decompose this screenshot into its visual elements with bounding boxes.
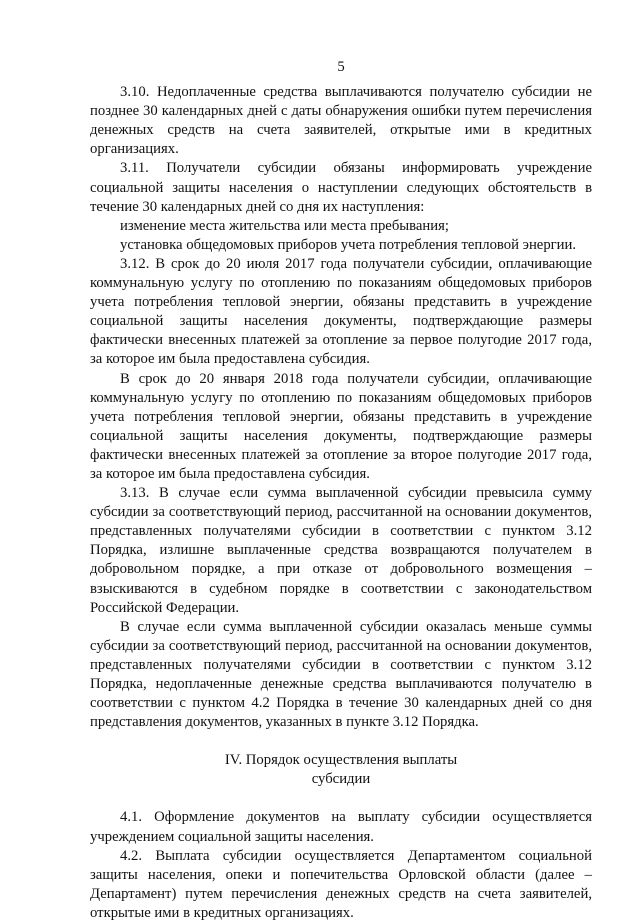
list-item-residence-change: изменение места жительства или места пребывания; — [120, 217, 449, 234]
paragraph-3-11: 3.11. Получатели субсидии обязаны информировать учреждение социальной защиты населения о наступлении следующих обстоятельств в течение 30 календарных дней со дня их наступления: — [90, 160, 592, 215]
paragraph-3-13: 3.13. В случае если сумма выплаченной субсидии превысила сумму субсидии за соответствующий период, рассчитанной на основании документов, представленных получателями субсидии в соответствии с пунктом 3.12 Порядка, излишне выплаченные средства возвращаются получателем в добровольном порядке, а при отказе от добровольного возмещения – взыскиваются в судебном порядке в соответствии с законодательством Российской Федерации. — [90, 485, 592, 616]
paragraph-3-10: 3.10. Недоплаченные средства выплачиваются получателю субсидии не позднее 30 календарных дней с даты обнаружения ошибки путем перечисления денежных средств на счета заявителей, открытые ими в кредитных организациях. — [90, 84, 592, 158]
paragraph-3-13-second: В случае если сумма выплаченной субсидии оказалась меньше суммы субсидии за соответствующий период, рассчитанной на основании документов, представленных получателями субсидии в соответствии с пунктом 3.12 Порядка, недоплаченные денежные средства выплачиваются получателю в соответствии с пунктом 4.2 Порядка в течение 30 календарных дней со дня представления документов, указанных в пункте 3.12 Порядка. — [90, 618, 592, 731]
page-number: 5 — [337, 59, 345, 75]
section-heading — [90, 751, 592, 789]
list-item-meter-installation: установка общедомовых приборов учета потребления тепловой энергии. — [120, 236, 577, 253]
paragraph-3-12-second: В срок до 20 января 2018 года получатели субсидии, оплачивающие коммунальную услугу по отоплению по показаниям общедомовых приборов учета потребления тепловой энергии, обязаны представить в учреждение социальной защиты населения документы, подтверждающие размеры фактически внесенных платежей за отопление за второе полугодие 2017 года, за которое им была предоставлена субсидия. — [90, 370, 592, 482]
paragraph-3-12: 3.12. В срок до 20 июля 2017 года получатели субсидии, оплачивающие коммунальную услугу по отоплению по показаниям общедомовых приборов учета потребления тепловой энергии, обязаны представить в учреждение социальной защиты населения документы, подтверждающие размеры фактически внесенных платежей за отопление за первое полугодие 2017 года, за которое им была предоставлена субсидия. — [90, 255, 592, 368]
paragraph-4-1: 4.1. Оформление документов на выплату субсидии осуществляется учреждением социальной защиты населения. — [90, 809, 592, 845]
section-heading-line1: IV. Порядок осуществления выплаты — [224, 752, 458, 769]
paragraph-4-2: 4.2. Выплата субсидии осуществляется Департаментом социальной защиты населения, опеки и попечительства Орловской области (далее – Департамент) путем перечисления денежных средств на счета заявителей, открытые ими в кредитных организациях. — [90, 847, 592, 921]
section-heading-line2: субсидии — [311, 771, 371, 788]
